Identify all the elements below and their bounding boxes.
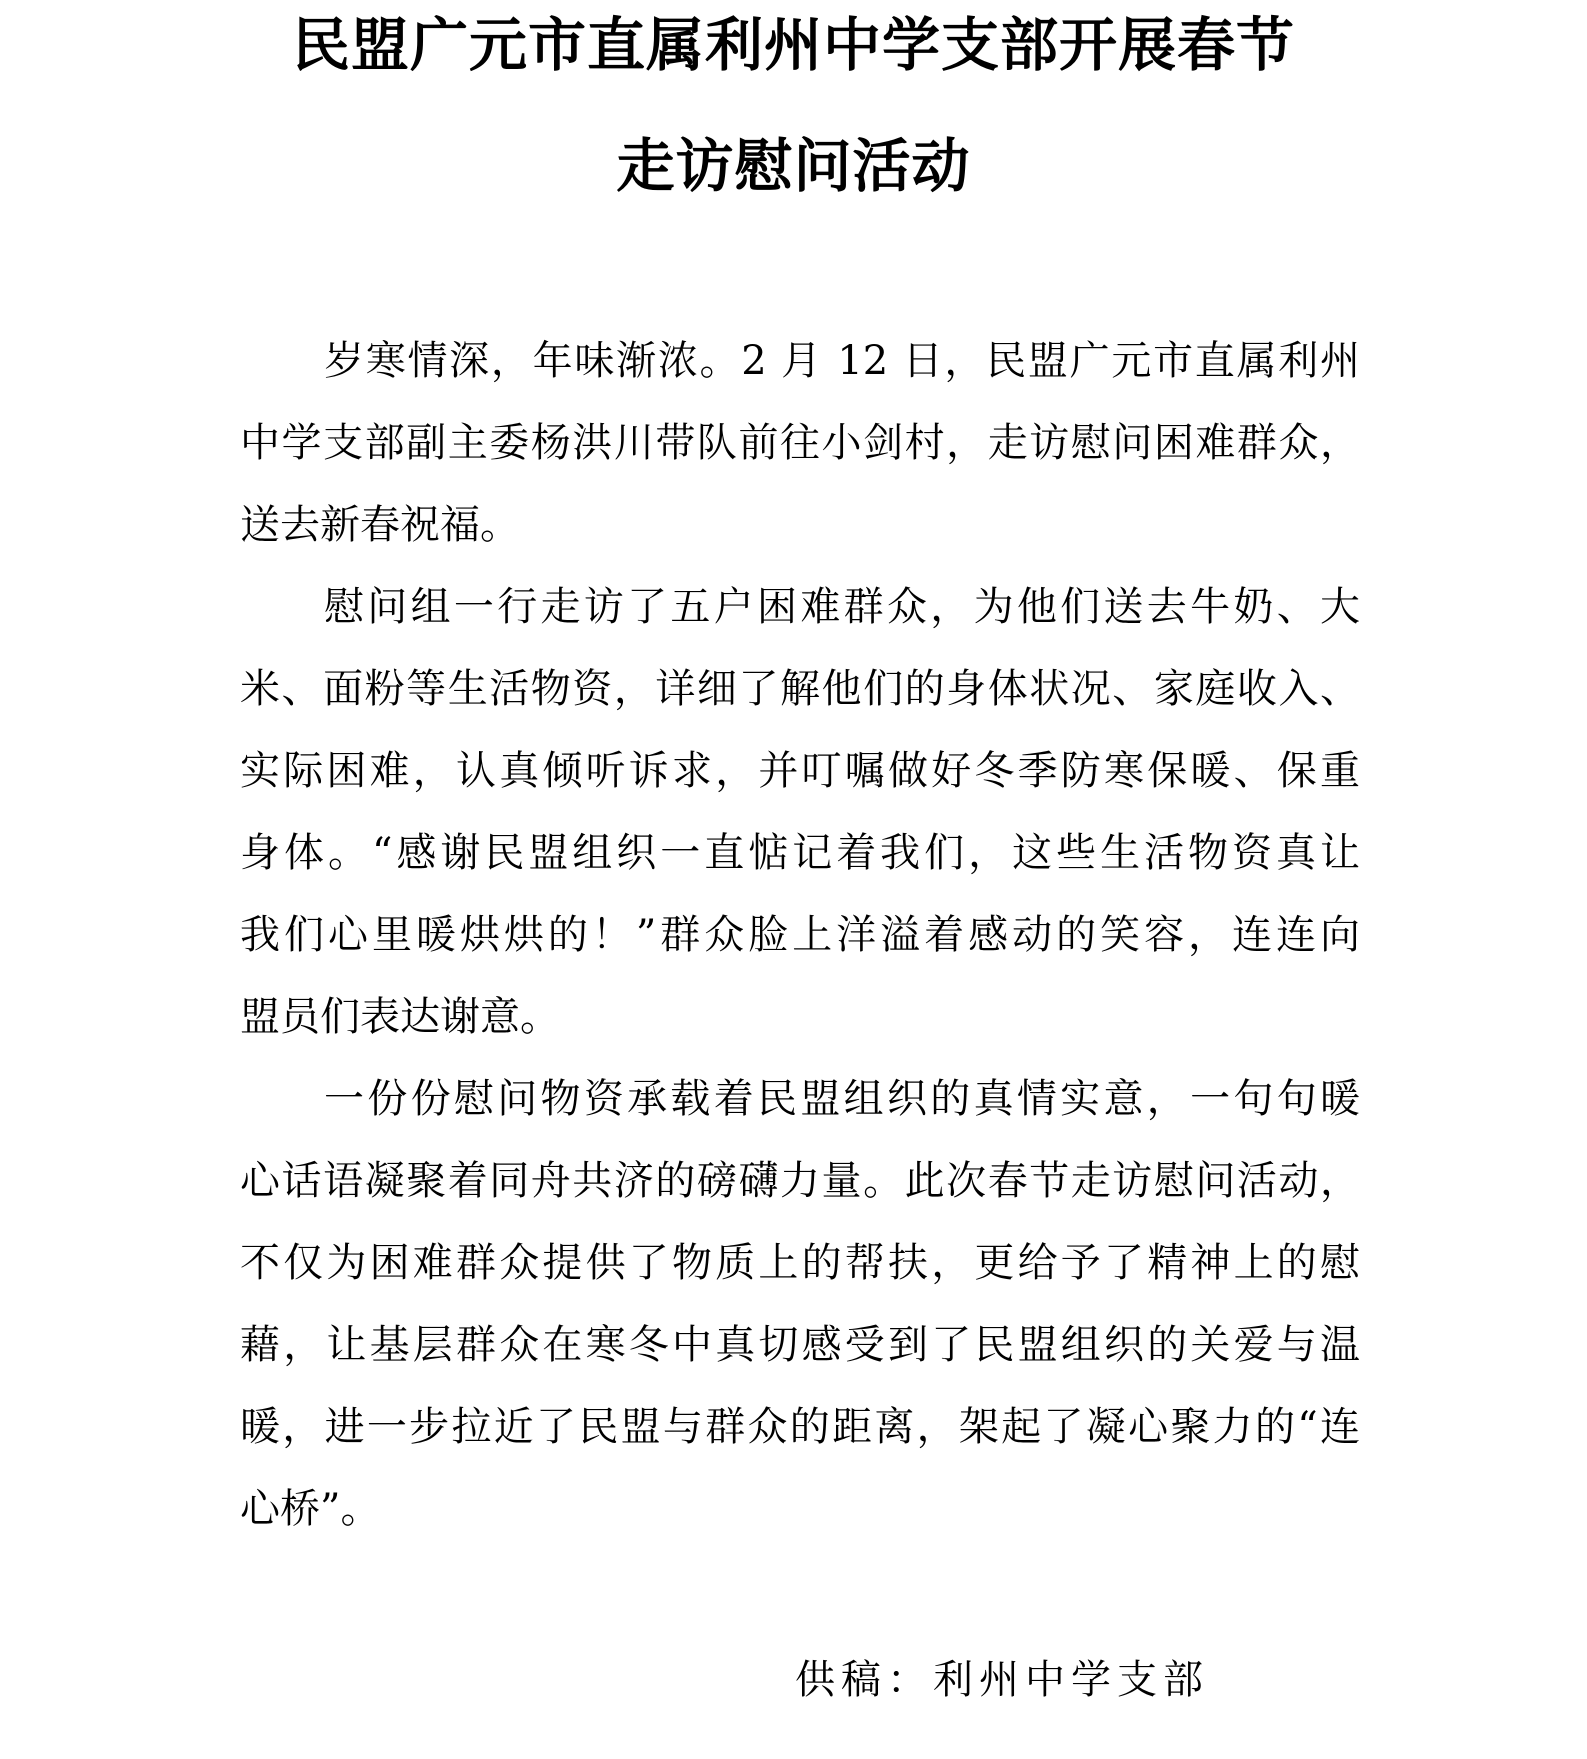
paragraph-3-line: 藉，让基层群众在寒冬中真切感受到了民盟组织的关爱与温 xyxy=(240,1322,1360,1368)
paragraph-2 xyxy=(240,566,1360,1058)
source-credit: 供稿：利州中学支部 xyxy=(795,1657,1209,1703)
article-body xyxy=(240,320,1360,1550)
paragraph-2-line: 身体。“感谢民盟组织一直惦记着我们，这些生活物资真让 xyxy=(240,830,1360,876)
paragraph-2-line: 米、面粉等生活物资，详细了解他们的身体状况、家庭收入、 xyxy=(240,666,1360,712)
paragraph-3-line: 暖，进一步拉近了民盟与群众的距离，架起了凝心聚力的“连 xyxy=(240,1404,1360,1450)
paragraph-3 xyxy=(240,1058,1360,1550)
paragraph-3-line: 心话语凝聚着同舟共济的磅礴力量。此次春节走访慰问活动， xyxy=(240,1158,1360,1204)
paragraph-1-line: 岁寒情深，年味渐浓。2 月 12 日，民盟广元市直属利州 xyxy=(324,338,1360,384)
paragraph-3-line: 不仅为困难群众提供了物质上的帮扶，更给予了精神上的慰 xyxy=(240,1240,1360,1286)
paragraph-1-line: 中学支部副主委杨洪川带队前往小剑村，走访慰问困难群众， xyxy=(240,420,1360,466)
paragraph-2-line: 盟员们表达谢意。 xyxy=(240,994,560,1040)
paragraph-3-line: 心桥”。 xyxy=(240,1486,381,1532)
paragraph-1 xyxy=(240,320,1360,566)
paragraph-3-line: 一份份慰问物资承载着民盟组织的真情实意，一句句暖 xyxy=(324,1076,1360,1122)
article-title-line-2: 走访慰问活动 xyxy=(616,132,971,200)
paragraph-2-line: 慰问组一行走访了五户困难群众，为他们送去牛奶、大 xyxy=(324,584,1360,630)
paragraph-1-line: 送去新春祝福。 xyxy=(240,502,520,548)
article-title-line-1: 民盟广元市直属利州中学支部开展春节 xyxy=(291,11,1295,79)
paragraph-2-line: 我们心里暖烘烘的！”群众脸上洋溢着感动的笑容，连连向 xyxy=(240,912,1360,958)
paragraph-2-line: 实际困难，认真倾听诉求，并叮嘱做好冬季防寒保暖、保重 xyxy=(240,748,1360,794)
